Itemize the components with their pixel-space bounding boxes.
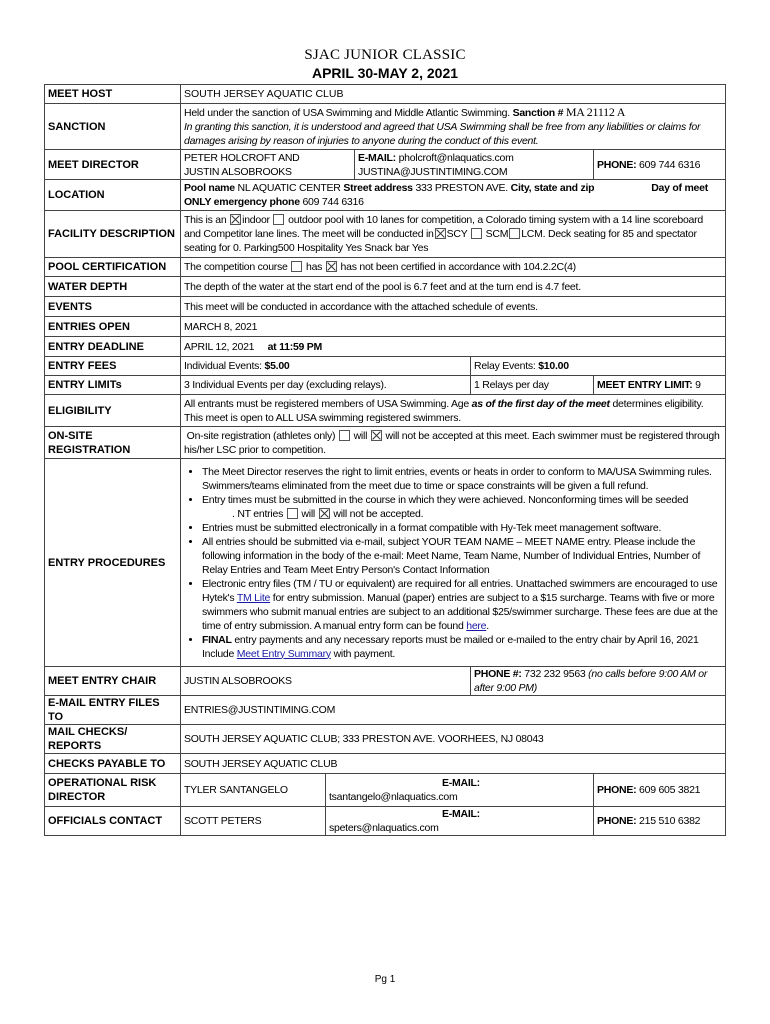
director-email-1: pholcroft@nlaquatics.com bbox=[398, 151, 514, 164]
officials-phone-cell bbox=[594, 807, 726, 836]
row-sanction bbox=[45, 104, 726, 150]
row-entry-fees bbox=[45, 357, 726, 376]
procedure-item: • The Meet Director reserves the right to limit entries, events or heats in order to conform to MA/USA Swimming rules. Swimmers/teams eliminated from the meet due to time or space constraints will be given a full refund. bbox=[202, 465, 722, 493]
scy-text: SCY bbox=[446, 228, 468, 240]
sanction-number-label: Sanction # bbox=[512, 107, 564, 119]
pool-name: NL AQUATIC CENTER bbox=[237, 182, 341, 194]
eligibility-text-2: as of the first day of the meet bbox=[471, 397, 610, 410]
individual-fee-cell bbox=[181, 357, 471, 376]
final-text: FINAL bbox=[202, 633, 232, 646]
meet-limit: 9 bbox=[695, 379, 701, 391]
location-label: LOCATION bbox=[45, 180, 181, 211]
meet-dates: APRIL 30-MAY 2, 2021 bbox=[311, 65, 459, 81]
row-entry-procedures bbox=[45, 459, 726, 667]
ord-phone-label: PHONE: bbox=[597, 784, 637, 796]
email-files-label: E-MAIL ENTRY FILES TO bbox=[45, 696, 181, 725]
row-water-depth bbox=[45, 277, 726, 297]
meet-director-names bbox=[181, 150, 355, 180]
has-not-certified-checkbox[interactable] bbox=[326, 261, 337, 272]
row-meet-director bbox=[45, 150, 726, 180]
ord-phone: 609 605 3821 bbox=[639, 784, 701, 796]
facility-text-3: outdoor pool with 10 lanes for competition, a Colorado timing system with a 14 line scoreboard and Competitor lane lines. The meet will be conducted in bbox=[184, 214, 703, 240]
procedure-text: Electronic entry files (TM / TU or equivalent) are required for all entries. Unattached swimmers are encouraged to use Hytek's bbox=[202, 577, 718, 604]
scm-checkbox[interactable] bbox=[471, 228, 482, 239]
row-facility bbox=[45, 211, 726, 258]
entry-procedures-value bbox=[181, 459, 726, 667]
row-pool-cert bbox=[45, 258, 726, 277]
procedure-item bbox=[202, 633, 722, 661]
row-onsite bbox=[45, 427, 726, 459]
indoor-checkbox[interactable] bbox=[230, 214, 241, 225]
procedure-text: entry payments and any necessary reports must be mailed or e-mailed to the entry chair by April 16, 2021 Include bbox=[202, 633, 699, 660]
ord-email-label: E-MAIL: bbox=[442, 777, 480, 789]
facility-text-1: This is an bbox=[184, 214, 227, 226]
page-number: Pg 1 bbox=[374, 974, 396, 985]
mail-checks-value: SOUTH JERSEY AQUATIC CLUB; 333 PRESTON AVE. VOORHEES, NJ 08043 bbox=[181, 725, 726, 754]
entry-chair-phone-cell bbox=[471, 667, 726, 696]
individual-fee: $5.00 bbox=[264, 360, 290, 372]
entry-chair-label: MEET ENTRY CHAIR bbox=[45, 667, 181, 696]
director-name-2: JUSTIN ALSOBROOKS bbox=[184, 165, 292, 178]
officials-email: speters@nlaquatics.com bbox=[329, 822, 439, 834]
procedure-text: Entry times must be submitted in the course in which they were achieved. Nonconforming times will be seeded bbox=[202, 493, 689, 506]
water-depth-label: WATER DEPTH bbox=[45, 277, 181, 297]
meet-limit-label: MEET ENTRY LIMIT: bbox=[597, 379, 693, 391]
has-text: has bbox=[305, 261, 323, 273]
meet-director-emails bbox=[355, 150, 594, 180]
nt-will-checkbox[interactable] bbox=[287, 508, 298, 519]
entries-open-value: MARCH 8, 2021 bbox=[181, 317, 726, 337]
individual-limit: 3 Individual Events per day (excluding relays). bbox=[181, 376, 471, 395]
ord-phone-cell bbox=[594, 774, 726, 807]
nt-entries-text: . NT entries bbox=[232, 507, 284, 520]
row-mail-checks bbox=[45, 725, 726, 754]
scy-checkbox[interactable] bbox=[435, 228, 446, 239]
meet-title: SJAC JUNIOR CLASSIC bbox=[304, 47, 466, 63]
procedure-item bbox=[202, 493, 722, 521]
entry-deadline-time: at 11:59 PM bbox=[267, 340, 323, 353]
mail-checks-label: MAIL CHECKS/ REPORTS bbox=[45, 725, 181, 754]
nt-will-not-checkbox[interactable] bbox=[319, 508, 330, 519]
onsite-will-checkbox[interactable] bbox=[339, 430, 350, 441]
procedure-item: • Entries must be submitted electronically in a format compatible with Hy-Tek meet management software. bbox=[202, 521, 722, 535]
entries-open-label: ENTRIES OPEN bbox=[45, 317, 181, 337]
procedure-text: with payment. bbox=[333, 647, 396, 660]
checks-payable-label: CHECKS PAYABLE TO bbox=[45, 754, 181, 774]
officials-email-cell bbox=[326, 807, 594, 836]
director-phone-label: PHONE: bbox=[597, 158, 637, 171]
onsite-will-not-checkbox[interactable] bbox=[371, 430, 382, 441]
onsite-label: ON-SITE REGISTRATION bbox=[45, 427, 181, 459]
ord-email-cell bbox=[326, 774, 594, 807]
ord-label: OPERATIONAL RISK DIRECTOR bbox=[45, 774, 181, 807]
has-certified-checkbox[interactable] bbox=[291, 261, 302, 272]
officials-email-label: E-MAIL: bbox=[442, 808, 480, 820]
sanction-line1: Held under the sanction of USA Swimming and Middle Atlantic Swimming. bbox=[184, 107, 510, 119]
day-of-meet-label: Day of meet bbox=[651, 182, 708, 194]
pool-cert-value bbox=[181, 258, 726, 277]
row-officials bbox=[45, 807, 726, 836]
tm-lite-link[interactable]: TM Lite bbox=[236, 591, 271, 604]
eligibility-value bbox=[181, 395, 726, 427]
procedure-text: . bbox=[486, 619, 489, 632]
pool-cert-label: POOL CERTIFICATION bbox=[45, 258, 181, 277]
relay-fee: $10.00 bbox=[538, 360, 569, 372]
ord-email: tsantangelo@nlaquatics.com bbox=[329, 791, 458, 803]
officials-name: SCOTT PETERS bbox=[181, 807, 326, 836]
officials-phone-label: PHONE: bbox=[597, 815, 637, 827]
relay-limit: 1 Relays per day bbox=[471, 376, 594, 395]
procedure-item bbox=[202, 577, 722, 633]
officials-label: OFFICIALS CONTACT bbox=[45, 807, 181, 836]
eligibility-text-3: determines eligibility. This meet is open to ALL USA swimming registered swimmers. bbox=[184, 397, 704, 424]
sanction-number: MA 21112 A bbox=[565, 105, 626, 119]
ord-name: TYLER SANTANGELO bbox=[181, 774, 326, 807]
water-depth-value: The depth of the water at the start end of the pool is 6.7 feet and at the turn end is 4.7 feet. bbox=[181, 277, 726, 297]
entry-limits-label: ENTRY LIMITs bbox=[45, 376, 181, 395]
entry-deadline-value bbox=[181, 337, 726, 357]
row-entry-deadline bbox=[45, 337, 726, 357]
onsite-will-text: will bbox=[353, 429, 368, 442]
officials-phone: 215 510 6382 bbox=[639, 815, 701, 827]
director-email-label: E-MAIL: bbox=[358, 151, 396, 164]
row-entry-chair bbox=[45, 667, 726, 696]
street-label: Street address bbox=[343, 182, 413, 194]
indoor-text: indoor bbox=[242, 214, 270, 226]
manual-entry-form-link[interactable]: here bbox=[466, 619, 487, 632]
nt-will-text: will bbox=[301, 507, 316, 520]
pool-cert-text-2: has not been certified in accordance with 104.2.2C(4) bbox=[340, 261, 576, 273]
checks-payable-value: SOUTH JERSEY AQUATIC CLUB bbox=[181, 754, 726, 774]
email-files-value: ENTRIES@JUSTINTIMING.COM bbox=[181, 696, 726, 725]
events-label: EVENTS bbox=[45, 297, 181, 317]
sanction-value bbox=[181, 104, 726, 150]
entry-procedures-label: ENTRY PROCEDURES bbox=[45, 459, 181, 667]
relay-fee-cell bbox=[471, 357, 726, 376]
row-eligibility bbox=[45, 395, 726, 427]
lcm-checkbox[interactable] bbox=[509, 228, 520, 239]
entry-chair-phone: 732 232 9563 bbox=[524, 668, 586, 680]
row-location bbox=[45, 180, 726, 211]
onsite-text-2: will not be accepted at this meet. Each swimmer must be registered through his/her LSC prior to competition. bbox=[184, 429, 720, 456]
nt-will-not-text: will not be accepted. bbox=[333, 507, 424, 520]
entry-chair-phone-label: PHONE #: bbox=[474, 668, 522, 680]
emergency-phone: 609 744 6316 bbox=[302, 196, 364, 208]
entry-procedures-list bbox=[184, 465, 722, 661]
procedure-text: for entry submission. Manual (paper) entries are subject to a $15 surcharge. Teams with five or more swimmers who submit manual entries are subject to an additional $25/swimmer surcharge. These fees are due at the time of entry submission. A manual entry form can be found bbox=[202, 591, 718, 632]
facility-value bbox=[181, 211, 726, 258]
location-value bbox=[181, 180, 726, 211]
row-events bbox=[45, 297, 726, 317]
row-ord bbox=[45, 774, 726, 807]
onsite-text-1: On-site registration (athletes only) bbox=[186, 429, 336, 442]
meet-info-table bbox=[44, 84, 726, 836]
pool-cert-text-1: The competition course bbox=[184, 261, 288, 273]
row-checks-payable bbox=[45, 754, 726, 774]
eligibility-label: ELIGIBILITY bbox=[45, 395, 181, 427]
director-name-1: PETER HOLCROFT AND bbox=[184, 151, 300, 164]
emergency-phone-label: ONLY emergency phone bbox=[184, 196, 300, 208]
sanction-label: SANCTION bbox=[45, 104, 181, 150]
procedure-item: • All entries should be submitted via e-mail, subject YOUR TEAM NAME – MEET NAME entry. Please include the following information in the body of the e-mail: Meet Name, Team Name, Number of Individual Entries, Number of Relay Entries and Team Meet Entry Person's Contact Information bbox=[202, 535, 722, 577]
meet-director-label: MEET DIRECTOR bbox=[45, 150, 181, 180]
entry-deadline-date: APRIL 12, 2021 bbox=[184, 340, 255, 353]
director-email-2: JUSTINA@JUSTINTIMING.COM bbox=[358, 165, 508, 178]
director-phone: 609 744 6316 bbox=[639, 158, 701, 171]
meet-limit-cell bbox=[594, 376, 726, 395]
onsite-value bbox=[181, 427, 726, 459]
entry-chair-name: JUSTIN ALSOBROOKS bbox=[181, 667, 471, 696]
lcm-text: LCM. bbox=[521, 228, 546, 240]
entry-fees-label: ENTRY FEES bbox=[45, 357, 181, 376]
eligibility-text-1: All entrants must be registered members of USA Swimming. Age bbox=[184, 397, 469, 410]
city-label: City, state and zip bbox=[510, 182, 595, 194]
facility-label: FACILITY DESCRIPTION bbox=[45, 211, 181, 258]
meet-director-phone bbox=[594, 150, 726, 180]
events-value: This meet will be conducted in accordance with the attached schedule of events. bbox=[181, 297, 726, 317]
facility-text-4: Deck seating for 85 and spectator seating for 0. Parking500 Hospitality Yes Snack bar Yes bbox=[184, 228, 697, 254]
meet-entry-summary-link[interactable]: Meet Entry Summary bbox=[236, 647, 331, 660]
street-address: 333 PRESTON AVE. bbox=[415, 182, 508, 194]
row-email-files bbox=[45, 696, 726, 725]
scm-text: SCM bbox=[485, 228, 509, 240]
meet-host-value: SOUTH JERSEY AQUATIC CLUB bbox=[181, 85, 726, 104]
row-meet-host bbox=[45, 85, 726, 104]
row-entries-open bbox=[45, 317, 726, 337]
meet-host-label: MEET HOST bbox=[45, 85, 181, 104]
entry-chair-note: (no calls before 9:00 AM or after 9:00 PM) bbox=[474, 668, 708, 694]
individual-fee-label: Individual Events: bbox=[184, 360, 262, 372]
outdoor-checkbox[interactable] bbox=[273, 214, 284, 225]
relay-fee-label: Relay Events: bbox=[474, 360, 536, 372]
pool-name-label: Pool name bbox=[184, 182, 235, 194]
entry-deadline-label: ENTRY DEADLINE bbox=[45, 337, 181, 357]
row-entry-limits bbox=[45, 376, 726, 395]
sanction-disclaimer: In granting this sanction, it is understood and agreed that USA Swimming shall be free from any liabilities or claims for damages arising by reason of injuries to anyone during the conduct of this event. bbox=[184, 121, 701, 147]
